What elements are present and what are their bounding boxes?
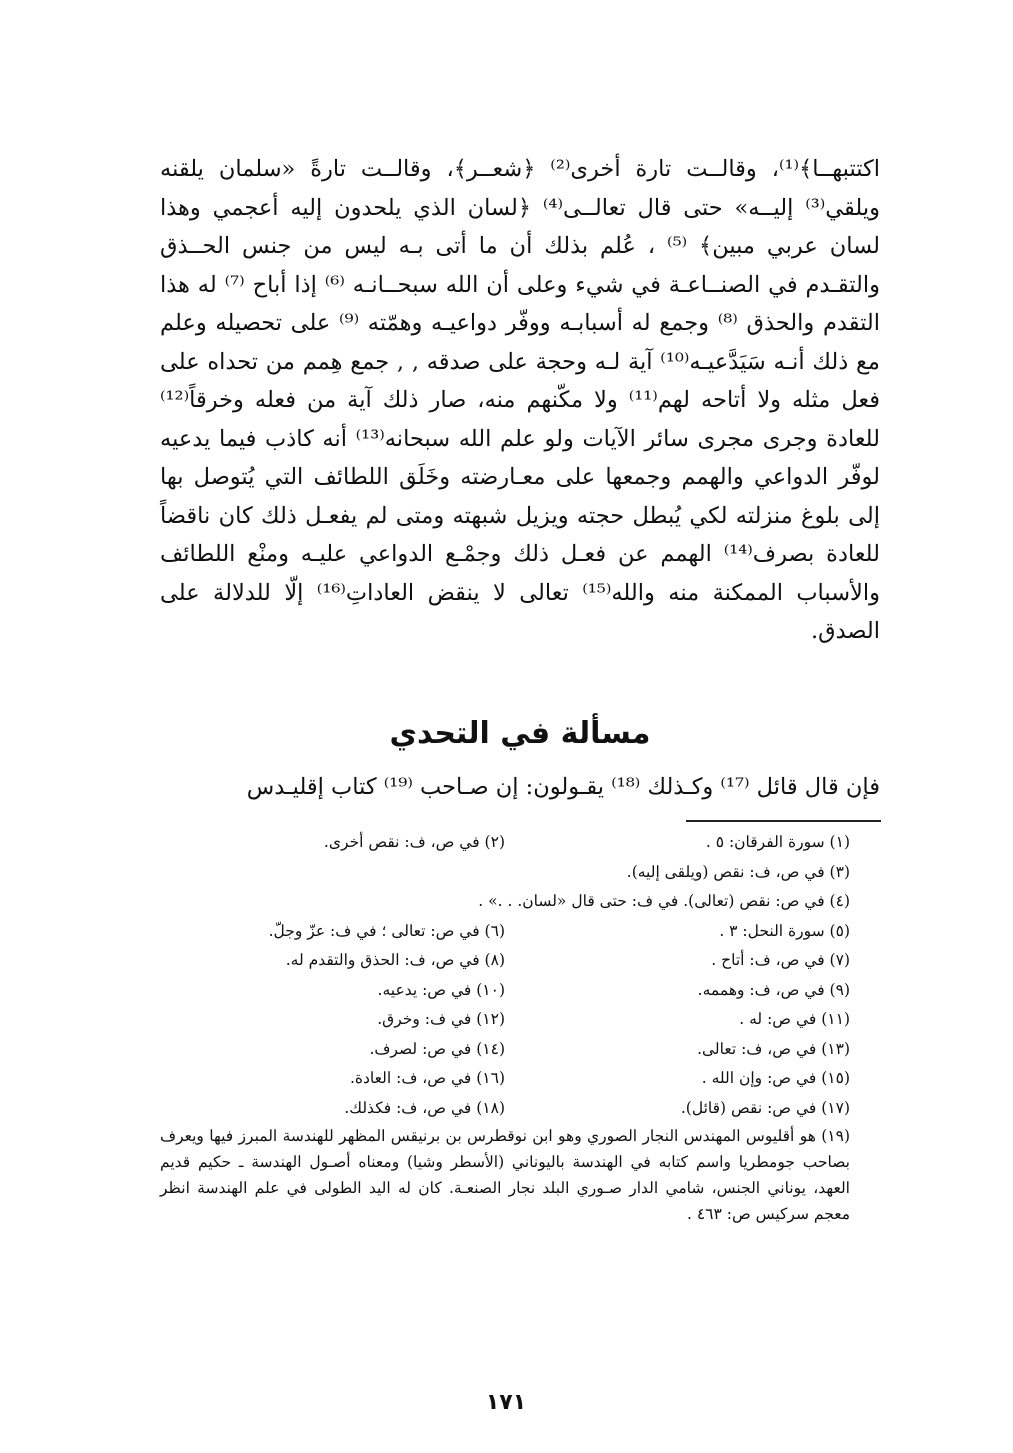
footnote-row [160, 1005, 850, 1035]
footnote-row [160, 976, 850, 1006]
footnote: (١٥) في ص: وإن الله . [701, 1069, 850, 1087]
footnote: (١٨) في ص، ف: فكذلك. [344, 1098, 505, 1117]
footnote: (١) سورة الفرقان: ٥ . [705, 833, 850, 851]
footnote: (١٦) في ص، ف: العادة. [349, 1069, 505, 1087]
footnote: (١٧) في ص: نقص (قائل). [680, 1098, 850, 1117]
footnote-19: (١٩) هو أقليوس المهندس النجار الصوري وهو ابن نوقطرس بن برنيقس المظهر للهندسة المبرز فيها ويعرف بصاحب جومطريا واسم كتابه في الهندسة باليوناني (الأسطر وشيا) ومعناه أصـول الهندسة ـ حكيم قديم العهد، يوناني الجنس، شامي الدار صـوري البلد نجار الصنعـة. كان له اليد الطولى في علم الهندسة انظر معجم سركيس ص: ٤٦٣ . [160, 1127, 850, 1223]
main-paragraph: اكتتبهــا﴾⁽¹⁾، وقالــت تارة أخرى⁽²⁾ ﴿شعــر﴾، وقالــت تارةً «سلمان يلقنه ويلقي⁽³⁾ إليــه» حتى قال تعالــى⁽⁴⁾ ﴿لسان الذي يلحدون إليه أعجمي وهذا لسان عربي مبين﴾ ⁽⁵⁾ ، عُلم بذلك أن ما أتى بـه ليس من جنس الحــذق والتقـدم في الصنــاعـة في شيء وعلى أن الله سبحــانـه ⁽⁶⁾ إذا أباح ⁽⁷⁾ له هذا التقدم والحذق ⁽⁸⁾ وجمع له أسبابـه ووفّر دواعيـه وهمّته ⁽⁹⁾ على تحصيله وعلم مع ذلك أنـه سَيَدَّعيـه⁽¹⁰⁾ آية لـه وحجة على صدقه , , جمع هِمم من تحداه على فعل مثله ولا أتاحه لهم⁽¹¹⁾ ولا مكّنهم منه، صار ذلك آية من فعله وخرقاً⁽¹²⁾ للعادة وجرى مجرى سائر الآيات ولو علم الله سبحانه⁽¹³⁾ أنه كاذب فيما يدعيه لوفّر الدواعي والهمم وجمعها على معـارضته وخَلَق اللطائف التي يُتوصل بها إلى بلوغ منزلته لكي يُبطل حجته ويزيل شبهته ومتى لم يفعـل ذلك كان ناقضاً للعادة بصرف⁽¹⁴⁾ الهمم عن فعـل ذلك وجمْـع الدواعي عليـه ومنْع اللطائف والأسباب الممكنة منه والله⁽¹⁵⁾ تعالى لا ينقض العاداتِ⁽¹⁶⁾ إلّا للدلالة على الصدق. [160, 156, 881, 644]
footnote: (١٢) في ف: وخرق. [377, 1010, 505, 1028]
footnote: (١٠) في ص: يدعيه. [377, 980, 505, 999]
footnote-row [160, 1094, 850, 1124]
page-number: ١٧١ [485, 1390, 527, 1415]
footnote: (٧) في ص، ف: أتاح . [711, 951, 850, 969]
footnote: (٤) في ص: نقص (تعالى). في ف: حتى قال «لسان. . .» . [478, 892, 850, 910]
footnote: (١١) في ص: له . [739, 1010, 850, 1028]
footnote: (٦) في ص: تعالى ؛ في ف: عزّ وجلّ. [268, 921, 505, 940]
footnote: (٢) في ص، ف: نقص أخرى. [323, 833, 505, 851]
footnote-row [160, 946, 850, 976]
footnote: (١٣) في ص، ف: تعالى. [697, 1039, 850, 1058]
footnote: (٨) في ص، ف: الحذق والتقدم له. [285, 951, 505, 969]
footnote-row [160, 1035, 850, 1065]
footnote-row [160, 1064, 850, 1094]
section-opening-line: فإن قال قائل ⁽¹⁷⁾ وكـذلك ⁽¹⁸⁾ يقـولون: إن صـاحب ⁽¹⁹⁾ كتاب إقليـدس [246, 774, 880, 800]
section-heading: مسألة في التحدي [389, 716, 651, 751]
footnote-separator [686, 820, 881, 822]
main-text [160, 150, 880, 651]
footnote: (٣) في ص، ف: نقص (ويلقى إليه). [626, 862, 850, 881]
footnotes [160, 828, 850, 1227]
footnote-row [160, 828, 850, 858]
footnote: (٥) سورة النحل: ٣ . [719, 921, 850, 940]
footnote: (٩) في ص، ف: وهممه. [697, 980, 850, 999]
footnote: (١٤) في ص: لصرف. [369, 1039, 505, 1058]
footnote-row [160, 917, 850, 947]
